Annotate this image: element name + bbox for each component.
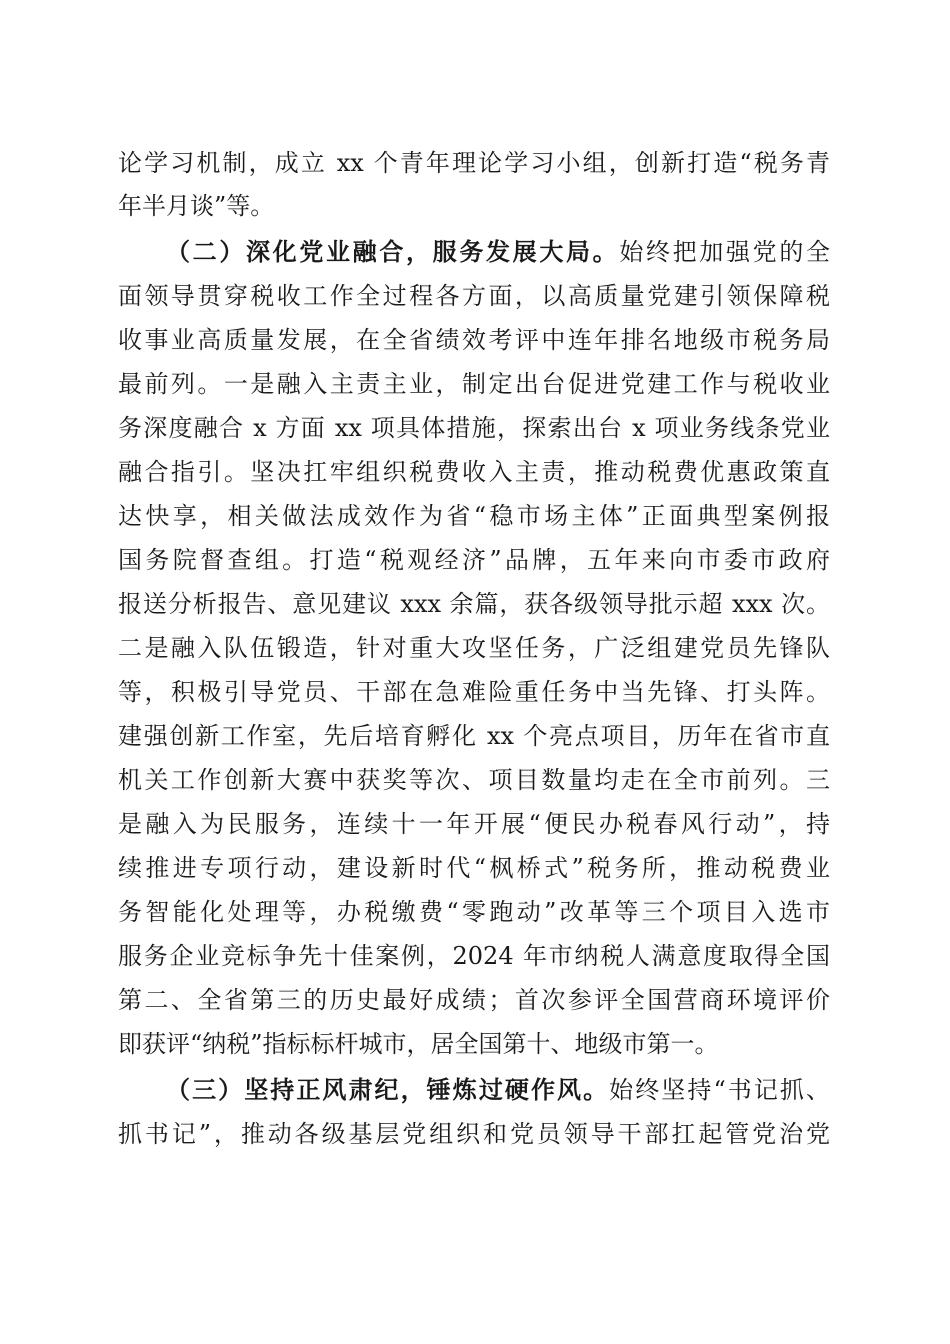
section-2-line: 等，积极引导党员、干部在急难险重任务中当先锋、打头阵。 xyxy=(118,678,830,706)
section-2-line: 服务企业竞标争先十佳案例，2024 年市纳税人满意度取得全国 xyxy=(118,942,830,970)
section-2-line: 第二、全省第三的历史最好成绩；首次参评全国营商环境评价 xyxy=(118,986,830,1014)
section-2-line: 务深度融合 x 方面 xx 项具体措施，探索出台 x 项业务线条党业 xyxy=(118,414,830,442)
section-2-line: 机关工作创新大赛中获奖等次、项目数量均走在全市前列。三 xyxy=(118,766,830,794)
section-2-line: 即获评“纳税”指标标杆城市，居全国第十、地级市第一。 xyxy=(118,1030,719,1058)
section-2-line: 收事业高质量发展，在全省绩效考评中连年排名地级市税务局 xyxy=(118,326,830,354)
section-2-line: 达快享，相关做法成效作为省“稳市场主体”正面典型案例报 xyxy=(118,502,830,530)
section-2-line: 报送分析报告、意见建议 xxx 余篇，获各级领导批示超 xxx 次。 xyxy=(118,590,830,618)
section-3-heading: （三）坚持正风肃纪，锤炼过硬作风。 xyxy=(166,1075,610,1104)
section-3-line: 抓书记”，推动各级基层党组织和党员领导干部扛起管党治党 xyxy=(118,1120,830,1148)
section-2-line: 建强创新工作室，先后培育孵化 xx 个亮点项目，历年在省市直 xyxy=(118,722,830,750)
section-2-first-line xyxy=(166,232,830,272)
section-3-first-line-rest: 始终坚持“书记抓、 xyxy=(609,1076,830,1104)
section-3-first-line xyxy=(166,1070,830,1110)
section-2-first-line-rest: 始终把加强党的全 xyxy=(619,238,831,266)
section-2-line: 二是融入队伍锻造，针对重大攻坚任务，广泛组建党员先锋队 xyxy=(118,634,830,662)
section-2-line: 国务院督查组。打造“税观经济”品牌，五年来向市委市政府 xyxy=(118,546,830,574)
section-2-line: 融合指引。坚决扛牢组织税费收入主责，推动税费优惠政策直 xyxy=(118,458,830,486)
paragraph-1-line-1: 论学习机制，成立 xx 个青年理论学习小组，创新打造“税务青 xyxy=(118,149,830,177)
section-2-heading: （二）深化党业融合，服务发展大局。 xyxy=(166,237,620,266)
section-2-line: 最前列。一是融入主责主业，制定出台促进党建工作与税收业 xyxy=(118,370,830,398)
section-2-line: 是融入为民服务，连续十一年开展“便民办税春风行动”，持 xyxy=(118,810,830,838)
section-2-line: 务智能化处理等，办税缴费“零跑动”改革等三个项目入选市 xyxy=(118,898,830,926)
paragraph-1-line-2: 年半月谈”等。 xyxy=(118,192,275,220)
section-2-line: 续推进专项行动，建设新时代“枫桥式”税务所，推动税费业 xyxy=(118,854,830,882)
section-2-line: 面领导贯穿税收工作全过程各方面，以高质量党建引领保障税 xyxy=(118,282,830,310)
